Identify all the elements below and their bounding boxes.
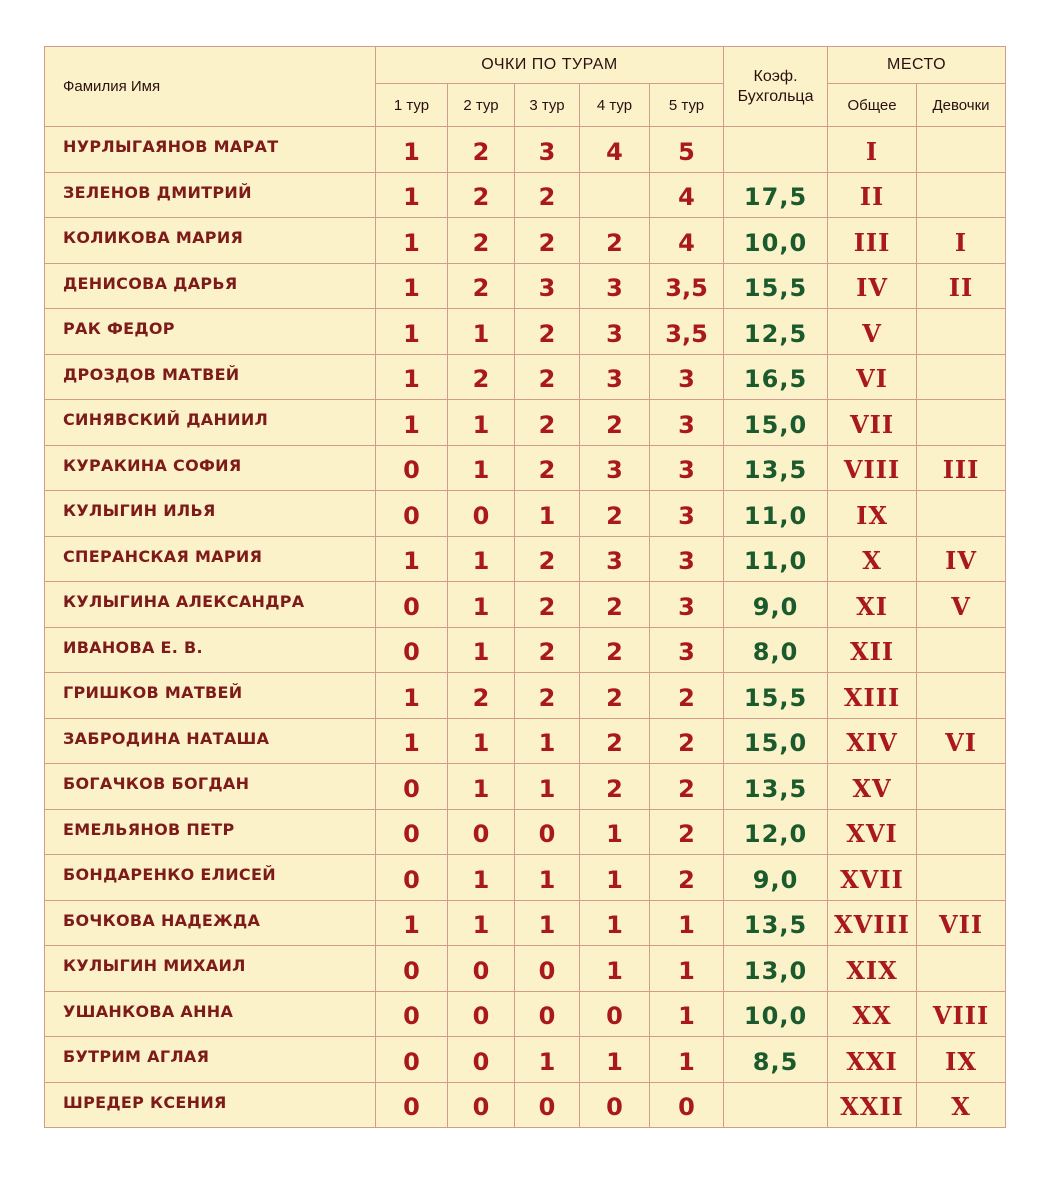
tour-4-points: 2 (580, 491, 650, 537)
tour-3-points: 2 (515, 582, 580, 628)
place-girls (917, 764, 1006, 810)
tour-2-points: 1 (448, 855, 515, 901)
tour-5-points: 3 (650, 491, 724, 537)
tour-3-points: 2 (515, 218, 580, 264)
buchholz-value: 10,0 (724, 218, 828, 264)
tour-1-points: 1 (376, 263, 448, 309)
tour-5-points: 1 (650, 991, 724, 1037)
header-tours-group: ОЧКИ ПО ТУРАМ (376, 47, 724, 84)
buchholz-value: 10,0 (724, 991, 828, 1037)
tour-5-points: 2 (650, 673, 724, 719)
buchholz-value: 15,0 (724, 718, 828, 764)
buchholz-value: 13,5 (724, 900, 828, 946)
tour-5-points: 1 (650, 946, 724, 992)
tour-4-points: 0 (580, 991, 650, 1037)
table-row (45, 582, 1006, 628)
table-row (45, 900, 1006, 946)
tour-3-points: 1 (515, 900, 580, 946)
tour-2-points: 2 (448, 172, 515, 218)
header-row-top (45, 47, 1006, 84)
header-buchholz (724, 47, 828, 127)
tour-5-points: 4 (650, 218, 724, 264)
tour-1-points: 1 (376, 309, 448, 355)
tour-2-points: 0 (448, 809, 515, 855)
tour-5-points: 2 (650, 855, 724, 901)
tour-1-points: 0 (376, 491, 448, 537)
place-girls: V (917, 582, 1006, 628)
tour-5-points: 2 (650, 809, 724, 855)
table-row (45, 172, 1006, 218)
table-row (45, 764, 1006, 810)
buchholz-value: 17,5 (724, 172, 828, 218)
player-name: КУЛЫГИН МИХАИЛ (45, 946, 376, 992)
tour-5-points: 4 (650, 172, 724, 218)
tour-4-points: 1 (580, 855, 650, 901)
buchholz-value: 16,5 (724, 354, 828, 400)
player-name: ДРОЗДОВ МАТВЕЙ (45, 354, 376, 400)
tour-1-points: 0 (376, 627, 448, 673)
player-name: КУЛЫГИНА АЛЕКСАНДРА (45, 582, 376, 628)
player-name: БУТРИМ АГЛАЯ (45, 1037, 376, 1083)
tour-3-points: 1 (515, 718, 580, 764)
tour-4-points: 2 (580, 718, 650, 764)
tour-3-points: 0 (515, 809, 580, 855)
tour-1-points: 1 (376, 900, 448, 946)
header-place-group: МЕСТО (828, 47, 1006, 84)
tour-2-points: 1 (448, 536, 515, 582)
tour-2-points: 1 (448, 445, 515, 491)
place-overall: XI (828, 582, 917, 628)
tour-3-points: 2 (515, 673, 580, 719)
buchholz-value: 13,5 (724, 764, 828, 810)
tour-1-points: 0 (376, 991, 448, 1037)
results-table (44, 46, 1006, 1128)
table-row (45, 400, 1006, 446)
tour-1-points: 0 (376, 855, 448, 901)
tour-5-points: 3 (650, 400, 724, 446)
tour-1-points: 1 (376, 400, 448, 446)
place-overall: X (828, 536, 917, 582)
tour-2-points: 0 (448, 991, 515, 1037)
table-row (45, 445, 1006, 491)
player-name: СПЕРАНСКАЯ МАРИЯ (45, 536, 376, 582)
tour-1-points: 0 (376, 1082, 448, 1128)
table-row (45, 218, 1006, 264)
tour-2-points: 1 (448, 764, 515, 810)
tour-1-points: 0 (376, 764, 448, 810)
place-girls (917, 127, 1006, 173)
place-overall: III (828, 218, 917, 264)
tour-1-points: 1 (376, 127, 448, 173)
buchholz-value (724, 1082, 828, 1128)
tour-4-points: 3 (580, 263, 650, 309)
tour-2-points: 2 (448, 263, 515, 309)
place-girls: IX (917, 1037, 1006, 1083)
tour-2-points: 0 (448, 1082, 515, 1128)
tour-1-points: 1 (376, 218, 448, 264)
buchholz-value: 15,0 (724, 400, 828, 446)
tour-5-points: 5 (650, 127, 724, 173)
place-overall: V (828, 309, 917, 355)
tour-4-points: 1 (580, 1037, 650, 1083)
tour-3-points: 1 (515, 855, 580, 901)
tour-4-points: 1 (580, 809, 650, 855)
tour-2-points: 1 (448, 309, 515, 355)
buchholz-value: 9,0 (724, 855, 828, 901)
place-girls: IV (917, 536, 1006, 582)
tour-2-points: 2 (448, 673, 515, 719)
header-place-overall: Общее (828, 84, 917, 127)
player-name: УШАНКОВА АННА (45, 991, 376, 1037)
tour-2-points: 0 (448, 491, 515, 537)
header-tour-1: 1 тур (376, 84, 448, 127)
tour-1-points: 0 (376, 946, 448, 992)
tour-5-points: 3,5 (650, 309, 724, 355)
tour-5-points: 2 (650, 718, 724, 764)
tour-5-points: 3 (650, 536, 724, 582)
table-row (45, 946, 1006, 992)
player-name: БОЧКОВА НАДЕЖДА (45, 900, 376, 946)
place-girls: II (917, 263, 1006, 309)
place-girls: X (917, 1082, 1006, 1128)
tour-4-points: 1 (580, 946, 650, 992)
player-name: ГРИШКОВ МАТВЕЙ (45, 673, 376, 719)
tour-1-points: 1 (376, 354, 448, 400)
place-girls: III (917, 445, 1006, 491)
place-girls (917, 491, 1006, 537)
tour-3-points: 1 (515, 491, 580, 537)
place-girls (917, 354, 1006, 400)
tour-1-points: 1 (376, 673, 448, 719)
place-girls (917, 309, 1006, 355)
tour-2-points: 2 (448, 127, 515, 173)
buchholz-value: 15,5 (724, 263, 828, 309)
buchholz-value (724, 127, 828, 173)
player-name: БОНДАРЕНКО ЕЛИСЕЙ (45, 855, 376, 901)
tour-4-points: 2 (580, 627, 650, 673)
tour-3-points: 0 (515, 991, 580, 1037)
player-name: КОЛИКОВА МАРИЯ (45, 218, 376, 264)
tour-2-points: 1 (448, 900, 515, 946)
place-girls (917, 400, 1006, 446)
header-tour-3: 3 тур (515, 84, 580, 127)
tour-5-points: 3 (650, 354, 724, 400)
buchholz-value: 15,5 (724, 673, 828, 719)
tour-1-points: 0 (376, 445, 448, 491)
table-row (45, 855, 1006, 901)
results-body (45, 127, 1006, 1128)
tour-5-points: 3 (650, 445, 724, 491)
header-tour-4: 4 тур (580, 84, 650, 127)
table-row (45, 309, 1006, 355)
tour-5-points: 3 (650, 582, 724, 628)
place-overall: XVII (828, 855, 917, 901)
tour-2-points: 0 (448, 946, 515, 992)
header-place-girls: Девочки (917, 84, 1006, 127)
player-name: НУРЛЫГАЯНОВ МАРАТ (45, 127, 376, 173)
tour-5-points: 3,5 (650, 263, 724, 309)
buchholz-value: 9,0 (724, 582, 828, 628)
header-buchholz-line2: Бухгольца (737, 87, 814, 105)
place-girls: I (917, 218, 1006, 264)
place-girls (917, 673, 1006, 719)
table-row (45, 263, 1006, 309)
place-girls (917, 172, 1006, 218)
tour-4-points: 3 (580, 309, 650, 355)
tour-4-points (580, 172, 650, 218)
player-name: ЗАБРОДИНА НАТАША (45, 718, 376, 764)
place-overall: VIII (828, 445, 917, 491)
tour-5-points: 1 (650, 1037, 724, 1083)
buchholz-value: 12,5 (724, 309, 828, 355)
place-overall: XIV (828, 718, 917, 764)
place-overall: II (828, 172, 917, 218)
tour-5-points: 3 (650, 627, 724, 673)
tour-3-points: 0 (515, 946, 580, 992)
buchholz-value: 11,0 (724, 536, 828, 582)
header-name: Фамилия Имя (45, 47, 376, 127)
place-girls (917, 809, 1006, 855)
tour-4-points: 1 (580, 900, 650, 946)
tour-4-points: 2 (580, 673, 650, 719)
player-name: БОГАЧКОВ БОГДАН (45, 764, 376, 810)
tour-1-points: 0 (376, 582, 448, 628)
tour-2-points: 1 (448, 582, 515, 628)
buchholz-value: 13,5 (724, 445, 828, 491)
buchholz-value: 11,0 (724, 491, 828, 537)
table-row (45, 809, 1006, 855)
player-name: СИНЯВСКИЙ ДАНИИЛ (45, 400, 376, 446)
place-overall: XXII (828, 1082, 917, 1128)
tour-2-points: 0 (448, 1037, 515, 1083)
tour-1-points: 1 (376, 718, 448, 764)
tour-4-points: 4 (580, 127, 650, 173)
tour-4-points: 2 (580, 400, 650, 446)
player-name: ШРЕДЕР КСЕНИЯ (45, 1082, 376, 1128)
place-overall: XVI (828, 809, 917, 855)
player-name: КУЛЫГИН ИЛЬЯ (45, 491, 376, 537)
place-overall: XIII (828, 673, 917, 719)
buchholz-value: 12,0 (724, 809, 828, 855)
tour-3-points: 0 (515, 1082, 580, 1128)
place-overall: XIX (828, 946, 917, 992)
table-row (45, 673, 1006, 719)
tour-4-points: 3 (580, 445, 650, 491)
tour-4-points: 3 (580, 354, 650, 400)
player-name: РАК ФЕДОР (45, 309, 376, 355)
place-girls (917, 855, 1006, 901)
table-row (45, 127, 1006, 173)
tour-3-points: 1 (515, 764, 580, 810)
tour-1-points: 0 (376, 1037, 448, 1083)
tour-2-points: 1 (448, 400, 515, 446)
place-overall: VI (828, 354, 917, 400)
table-row (45, 718, 1006, 764)
place-girls (917, 627, 1006, 673)
table-row (45, 354, 1006, 400)
place-overall: XVIII (828, 900, 917, 946)
place-overall: IX (828, 491, 917, 537)
tour-1-points: 1 (376, 536, 448, 582)
tour-1-points: 0 (376, 809, 448, 855)
place-overall: IV (828, 263, 917, 309)
place-overall: XV (828, 764, 917, 810)
buchholz-value: 13,0 (724, 946, 828, 992)
header-tour-2: 2 тур (448, 84, 515, 127)
tour-3-points: 3 (515, 127, 580, 173)
player-name: КУРАКИНА СОФИЯ (45, 445, 376, 491)
table-row (45, 1037, 1006, 1083)
table-row (45, 1082, 1006, 1128)
player-name: ИВАНОВА Е. В. (45, 627, 376, 673)
tour-3-points: 2 (515, 445, 580, 491)
tour-3-points: 3 (515, 263, 580, 309)
player-name: ДЕНИСОВА ДАРЬЯ (45, 263, 376, 309)
tour-2-points: 1 (448, 718, 515, 764)
table-row (45, 991, 1006, 1037)
tour-4-points: 2 (580, 582, 650, 628)
tour-3-points: 2 (515, 172, 580, 218)
place-overall: XII (828, 627, 917, 673)
tour-3-points: 2 (515, 400, 580, 446)
tour-2-points: 1 (448, 627, 515, 673)
header-buchholz-line1: Коэф. (753, 67, 798, 85)
place-overall: XXI (828, 1037, 917, 1083)
place-overall: XX (828, 991, 917, 1037)
tour-2-points: 2 (448, 354, 515, 400)
player-name: ЗЕЛЕНОВ ДМИТРИЙ (45, 172, 376, 218)
player-name: ЕМЕЛЬЯНОВ ПЕТР (45, 809, 376, 855)
table-row (45, 536, 1006, 582)
tour-5-points: 2 (650, 764, 724, 810)
place-girls: VIII (917, 991, 1006, 1037)
tour-2-points: 2 (448, 218, 515, 264)
tour-1-points: 1 (376, 172, 448, 218)
place-girls: VII (917, 900, 1006, 946)
place-overall: I (828, 127, 917, 173)
tour-4-points: 0 (580, 1082, 650, 1128)
tour-3-points: 2 (515, 309, 580, 355)
tour-4-points: 3 (580, 536, 650, 582)
place-girls: VI (917, 718, 1006, 764)
tour-5-points: 1 (650, 900, 724, 946)
header-tour-5: 5 тур (650, 84, 724, 127)
place-girls (917, 946, 1006, 992)
table-row (45, 491, 1006, 537)
tour-4-points: 2 (580, 218, 650, 264)
tour-3-points: 2 (515, 627, 580, 673)
tour-3-points: 2 (515, 354, 580, 400)
tour-5-points: 0 (650, 1082, 724, 1128)
buchholz-value: 8,0 (724, 627, 828, 673)
tour-4-points: 2 (580, 764, 650, 810)
table-row (45, 627, 1006, 673)
tour-3-points: 2 (515, 536, 580, 582)
buchholz-value: 8,5 (724, 1037, 828, 1083)
tour-3-points: 1 (515, 1037, 580, 1083)
place-overall: VII (828, 400, 917, 446)
